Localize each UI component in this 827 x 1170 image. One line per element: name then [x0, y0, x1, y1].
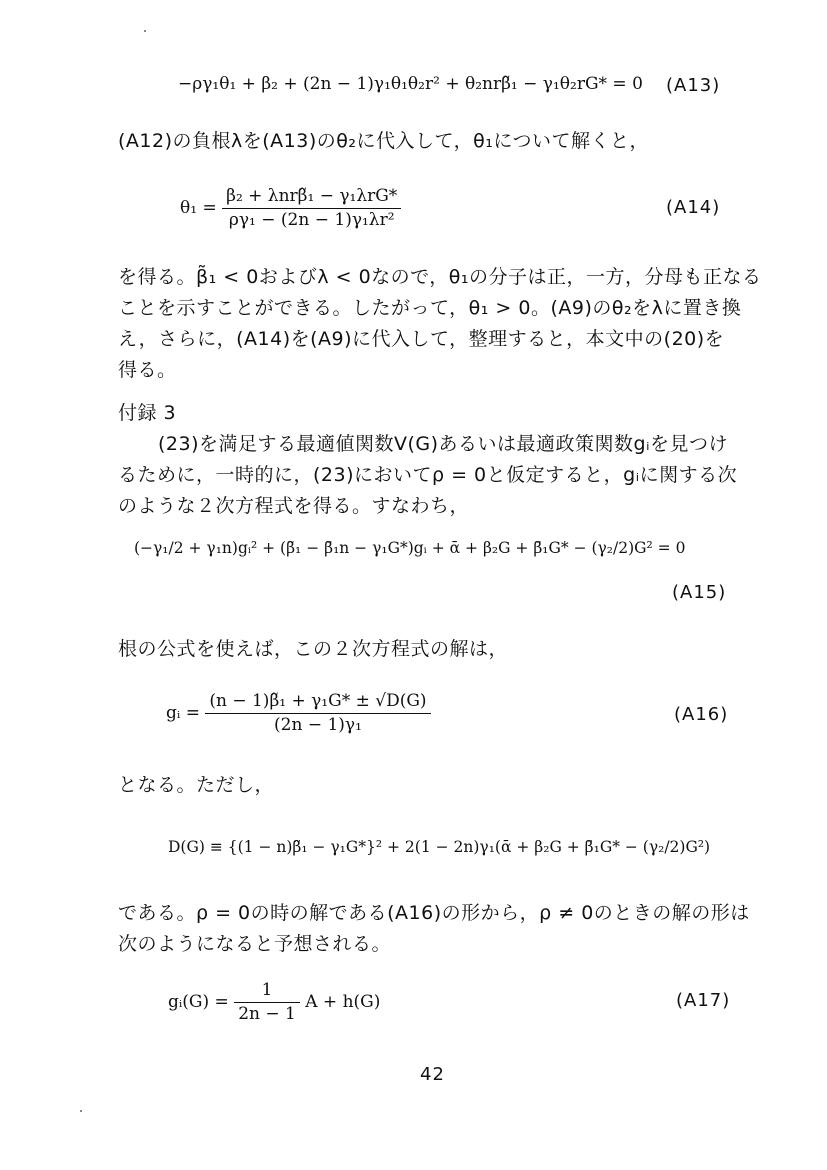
paragraph-5 — [118, 770, 743, 801]
equation-a17-numerator: 1 — [234, 982, 300, 1003]
text-line: を得る。β̃₁ < 0およびλ < 0なので，θ₁の分子は正，一方，分母も正なる — [118, 266, 762, 288]
paragraph-4 — [118, 634, 743, 665]
equation-a14 — [180, 188, 401, 229]
text-line: 得る。 — [118, 359, 177, 381]
text-line: のような２次方程式を得る。すなわち， — [118, 495, 470, 517]
equation-a16 — [166, 693, 431, 734]
paragraph-2 — [118, 262, 762, 386]
page-number: 42 — [420, 1064, 445, 1085]
text-line: 根の公式を使えば，この２次方程式の解は， — [118, 638, 509, 660]
text-line: るために，一時的に，(23)においてρ = 0と仮定すると，gᵢに関する次 — [118, 464, 738, 486]
appendix-section — [118, 398, 743, 522]
equation-a17-label: (A17) — [676, 990, 731, 1011]
equation-a13-label: (A13) — [666, 75, 721, 96]
equation-a14-denominator: ργ₁ − (2n − 1)γ₁λr² — [228, 210, 395, 230]
equation-a17-lhs: gᵢ(G) = — [168, 992, 229, 1012]
equation-dg — [168, 840, 710, 856]
equation-a16-denominator: (2n − 1)γ₁ — [274, 715, 362, 735]
text-line: となる。ただし， — [118, 774, 275, 796]
paragraph-6 — [118, 898, 750, 960]
appendix-heading: 付録 3 — [118, 402, 177, 424]
paragraph-1 — [118, 126, 743, 157]
equation-dg-text: D(G) ≡ {(1 − n)β̃₁ − γ₁G*}² + 2(1 − 2n)γ₁(ᾱ + β₂G + β̄₁G* − (γ₂/2)G²) — [168, 838, 711, 856]
equation-a17 — [168, 982, 380, 1023]
equation-a14-numerator: β₂ + λnrβ̃₁ − γ₁λrG* — [222, 188, 401, 209]
scan-speck — [144, 30, 146, 32]
equation-a17-denominator: 2n − 1 — [238, 1004, 296, 1024]
equation-a13-text: −ργ₁θ₁ + β₂ + (2n − 1)γ₁θ₁θ₂r² + θ₂nrβ̃₁ − γ₁θ₂rG* = 0 — [178, 74, 643, 94]
equation-a16-lhs: gᵢ = — [166, 703, 200, 723]
text-line: (23)を満足する最適値関数V(G)あるいは最適政策関数gᵢを見つけ — [158, 433, 729, 455]
equation-a14-lhs: θ₁ = — [180, 198, 217, 218]
equation-a15 — [134, 541, 685, 557]
text-line: ことを示すことができる。したがって，θ₁ > 0。(A9)のθ₂をλに置き換 — [118, 297, 742, 319]
text-line: 次のようになると予想される。 — [118, 933, 392, 955]
text-line: である。ρ = 0の時の解である(A16)の形から，ρ ≠ 0のときの解の形は — [118, 902, 750, 924]
equation-a14-label: (A14) — [666, 197, 721, 218]
equation-a16-numerator: (n − 1)β̃₁ + γ₁G* ± √D(G) — [205, 693, 430, 714]
text-line: (A12)の負根λを(A13)のθ₂に代入して，θ₁について解くと， — [118, 130, 649, 152]
scan-speck — [80, 1110, 82, 1112]
equation-a16-fraction — [205, 693, 430, 734]
equation-a15-text: (−γ₁/2 + γ₁n)gᵢ² + (β̃₁ − β̄₁n − γ₁G*)gᵢ + ᾱ + β₂G + β̄₁G* − (γ₂/2)G² = 0 — [134, 539, 686, 557]
text-line: え，さらに，(A14)を(A9)に代入して，整理すると，本文中の(20)を — [118, 328, 725, 350]
equation-a14-fraction — [222, 188, 401, 229]
equation-a16-label: (A16) — [674, 704, 729, 725]
equation-a15-label: (A15) — [672, 582, 727, 603]
equation-a13 — [178, 76, 643, 93]
equation-a17-rhs: A + h(G) — [305, 992, 381, 1012]
equation-a17-fraction — [234, 982, 300, 1023]
